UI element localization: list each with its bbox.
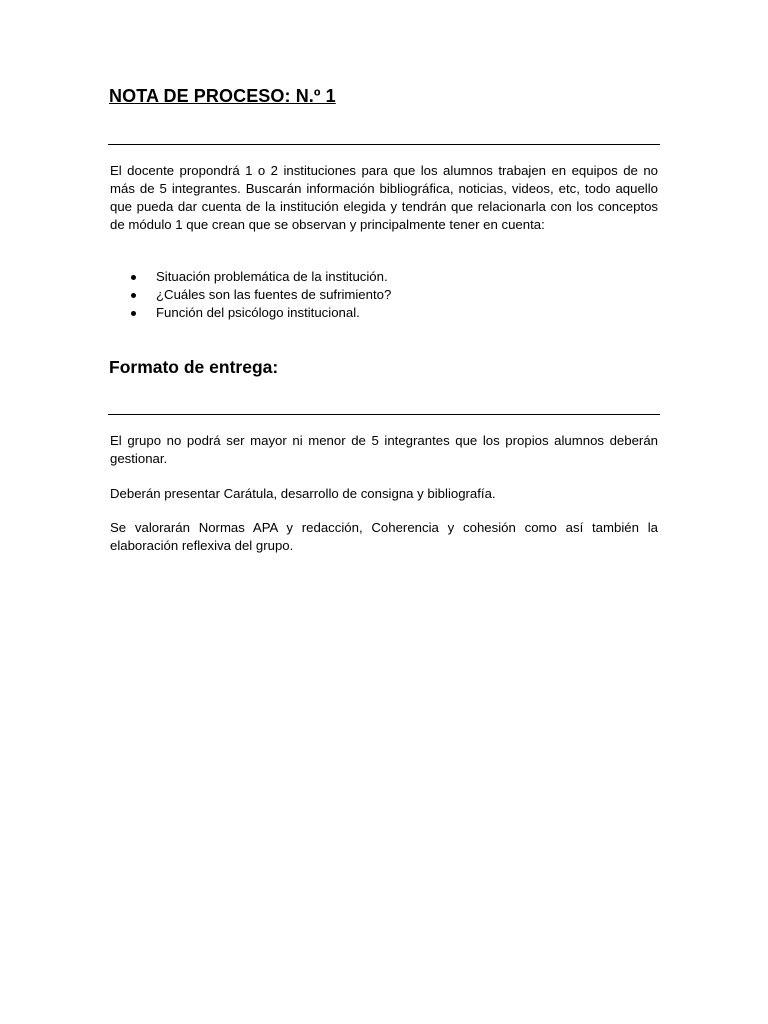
- list-item: [110, 286, 391, 304]
- horizontal-rule: [108, 414, 660, 415]
- page-title: NOTA DE PROCESO: N.º 1: [109, 86, 336, 106]
- list-item: [110, 304, 391, 322]
- intro-paragraph: El docente propondrá 1 o 2 instituciones para que los alumnos trabajen en equipos de no más de 5 integrantes. Buscarán información bibliográfica, noticias, videos, etc, todo aquello que pueda dar cuenta de la institución elegida y tendrán que relacionarla con los conceptos de módulo 1 que crean que se observan y principalmente tener en cuenta:: [110, 163, 658, 232]
- group-size-paragraph: El grupo no podrá ser mayor ni menor de 5 integrantes que los propios alumnos deberán gestionar.: [110, 433, 658, 466]
- bullet-list: [110, 268, 391, 322]
- evaluation-paragraph: Se valorarán Normas APA y redacción, Coherencia y cohesión como así también la elaboración reflexiva del grupo.: [110, 520, 658, 553]
- bullet-icon: [131, 311, 136, 316]
- list-item: [110, 268, 391, 286]
- horizontal-rule: [108, 144, 660, 145]
- bullet-icon: [131, 293, 136, 298]
- presentation-paragraph: Deberán presentar Carátula, desarrollo de consigna y bibliografía.: [110, 486, 496, 501]
- list-item-text: ¿Cuáles son las fuentes de sufrimiento?: [156, 287, 392, 302]
- bullet-icon: [131, 275, 136, 280]
- list-item-text: Situación problemática de la institución.: [156, 269, 388, 284]
- section-heading: Formato de entrega:: [109, 357, 279, 377]
- list-item-text: Función del psicólogo institucional.: [156, 305, 360, 320]
